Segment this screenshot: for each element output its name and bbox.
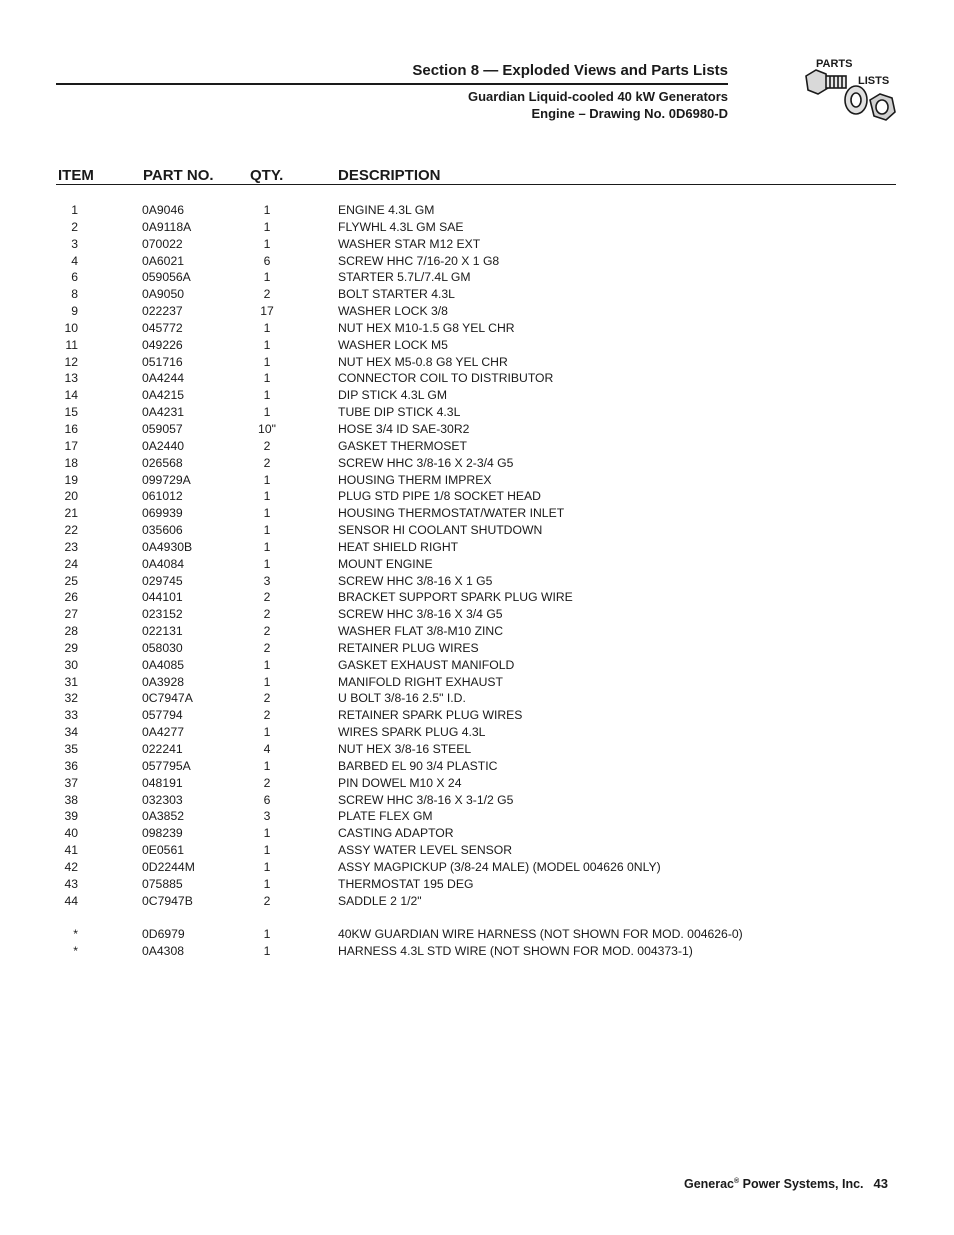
column-header-description: DESCRIPTION	[338, 167, 441, 184]
table-row	[0, 556, 954, 573]
description-cell: RETAINER PLUG WIRES	[338, 640, 479, 655]
item-cell: 30	[64, 657, 78, 672]
item-cell: 1	[71, 203, 78, 217]
quantity-cell: 3	[263, 809, 271, 824]
quantity-cell: 2	[263, 607, 271, 622]
part-number-cell: 0C7947B	[142, 893, 193, 908]
table-row	[0, 808, 954, 825]
part-number-cell: 048191	[142, 775, 183, 790]
item-cell: 37	[64, 775, 78, 790]
description-cell: SCREW HHC 3/8-16 X 3-1/2 G5	[338, 792, 514, 807]
subtitle-line-2: Engine – Drawing No. 0D6980-D	[531, 106, 728, 121]
quantity-cell: 1	[263, 320, 271, 335]
item-cell: 43	[64, 876, 78, 891]
quantity-cell: 1	[263, 843, 271, 858]
quantity-cell: 1	[263, 270, 271, 285]
parts-lists-logo	[800, 54, 900, 134]
quantity-cell: 17	[260, 304, 274, 319]
table-row	[0, 269, 954, 286]
description-cell: TUBE DIP STICK 4.3L	[338, 405, 461, 420]
part-number-cell: 099729A	[142, 472, 191, 487]
description-cell: SADDLE 2 1/2"	[338, 893, 422, 908]
part-number-cell: 075885	[142, 876, 183, 891]
table-row	[0, 337, 954, 354]
table-row	[0, 842, 954, 859]
description-cell: BARBED EL 90 3/4 PLASTIC	[338, 758, 498, 773]
bolt-head-icon	[806, 70, 828, 94]
table-row	[0, 859, 954, 876]
table-row	[0, 370, 954, 387]
table-row	[0, 640, 954, 657]
table-row	[0, 219, 954, 236]
part-number-cell: 0A4215	[142, 388, 185, 403]
table-row	[0, 286, 954, 303]
item-cell: 42	[64, 859, 78, 874]
quantity-cell: 1	[263, 236, 271, 251]
description-cell: BOLT STARTER 4.3L	[338, 287, 455, 302]
item-cell: 22	[64, 523, 78, 538]
part-number-cell: 045772	[142, 320, 183, 335]
part-number-cell: 0A9046	[142, 203, 185, 217]
part-number-cell: 057795A	[142, 758, 191, 773]
item-cell: 31	[64, 674, 78, 689]
item-cell: 2	[71, 219, 78, 234]
note-row	[0, 943, 954, 960]
quantity-cell: 1	[263, 388, 271, 403]
quantity-cell: 2	[263, 624, 271, 639]
item-cell: 29	[64, 640, 78, 655]
description-cell: HOSE 3/4 ID SAE-30R2	[338, 421, 470, 436]
part-number-cell: 0A3928	[142, 674, 185, 689]
quantity-cell: 1	[263, 219, 271, 234]
part-number-cell: 0D6979	[142, 927, 185, 942]
description-cell: PIN DOWEL M10 X 24	[338, 775, 462, 790]
table-row	[0, 758, 954, 775]
description-cell: SCREW HHC 3/8-16 X 2-3/4 G5	[338, 455, 514, 470]
item-cell: 10	[64, 320, 78, 335]
table-row	[0, 522, 954, 539]
part-number-cell: 069939	[142, 506, 183, 521]
description-cell: PLATE FLEX GM	[338, 809, 433, 824]
table-row	[0, 657, 954, 674]
part-number-cell: 051716	[142, 354, 183, 369]
quantity-cell: 1	[263, 405, 271, 420]
quantity-cell: 6	[263, 792, 271, 807]
part-number-cell: 0A4930B	[142, 539, 193, 554]
description-cell: THERMOSTAT 195 DEG	[338, 876, 474, 891]
quantity-cell: 1	[263, 539, 271, 554]
item-cell: 21	[64, 506, 78, 521]
quantity-cell: 1	[263, 506, 271, 521]
bolt-thread-icon	[826, 76, 846, 88]
quantity-cell: 1	[263, 337, 271, 352]
item-cell: 32	[64, 691, 78, 706]
item-cell: 12	[64, 354, 78, 369]
table-row	[0, 606, 954, 623]
description-cell: U BOLT 3/8-16 2.5" I.D.	[338, 691, 466, 706]
description-cell: RETAINER SPARK PLUG WIRES	[338, 708, 523, 723]
column-header-qty: QTY.	[250, 167, 284, 184]
part-number-cell: 070022	[142, 236, 183, 251]
item-cell: 26	[64, 590, 78, 605]
subtitle-line-1: Guardian Liquid-cooled 40 kW Generators	[467, 89, 728, 104]
description-cell: WASHER LOCK M5	[338, 337, 448, 352]
table-row	[0, 472, 954, 489]
part-number-cell: 0A9050	[142, 287, 185, 302]
part-number-cell: 059057	[142, 421, 183, 436]
table-row	[0, 253, 954, 270]
quantity-cell: 1	[263, 523, 271, 538]
quantity-cell: 2	[263, 893, 271, 908]
table-row	[0, 623, 954, 640]
item-cell: 27	[64, 607, 78, 622]
part-number-cell: 0A2440	[142, 438, 185, 453]
quantity-cell: 1	[263, 859, 271, 874]
part-number-cell: 0E0561	[142, 843, 185, 858]
description-cell: NUT HEX M10-1.5 G8 YEL CHR	[338, 320, 515, 335]
table-row	[0, 438, 954, 455]
header-rule	[56, 83, 728, 85]
description-cell: FLYWHL 4.3L GM SAE	[338, 219, 464, 234]
part-number-cell: 0A4084	[142, 556, 185, 571]
part-number-cell: 0A4085	[142, 657, 185, 672]
item-cell: 20	[64, 489, 78, 504]
table-row	[0, 354, 954, 371]
description-cell: WIRES SPARK PLUG 4.3L	[338, 725, 486, 740]
part-number-cell: 026568	[142, 455, 183, 470]
part-number-cell: 0A4277	[142, 725, 185, 740]
description-cell: ASSY WATER LEVEL SENSOR	[338, 843, 513, 858]
table-row	[0, 674, 954, 691]
description-cell: SCREW HHC 3/8-16 X 1 G5	[338, 573, 493, 588]
description-cell: BRACKET SUPPORT SPARK PLUG WIRE	[338, 590, 573, 605]
quantity-cell: 2	[263, 438, 271, 453]
item-cell: 15	[64, 405, 78, 420]
quantity-cell: 1	[263, 472, 271, 487]
part-number-cell: 059056A	[142, 270, 191, 285]
part-number-cell: 0A4308	[142, 944, 185, 959]
description-cell: HOUSING THERMOSTAT/WATER INLET	[338, 506, 565, 521]
item-cell: 39	[64, 809, 78, 824]
description-cell: DIP STICK 4.3L GM	[338, 388, 448, 403]
table-row	[0, 236, 954, 253]
quantity-cell: 1	[263, 371, 271, 386]
quantity-cell: 2	[263, 455, 271, 470]
item-cell: 9	[71, 304, 78, 319]
table-row	[0, 741, 954, 758]
table-row	[0, 724, 954, 741]
part-number-cell: 022241	[142, 742, 183, 756]
item-cell: 16	[64, 421, 78, 436]
item-cell: 38	[64, 792, 78, 807]
item-cell: 14	[64, 388, 78, 403]
description-cell: WASHER STAR M12 EXT	[338, 236, 481, 251]
description-cell: ASSY MAGPICKUP (3/8-24 MALE) (MODEL 004626 0NLY)	[338, 859, 661, 874]
quantity-cell: 1	[263, 725, 271, 740]
part-number-cell: 058030	[142, 640, 183, 655]
quantity-cell: 2	[263, 640, 271, 655]
item-cell: 6	[71, 270, 78, 285]
part-number-cell: 0A3852	[142, 809, 185, 824]
part-number-cell: 098239	[142, 826, 183, 841]
table-row	[0, 893, 954, 910]
column-header-item: ITEM	[58, 167, 94, 184]
part-number-cell: 0A6021	[142, 253, 185, 268]
part-number-cell: 061012	[142, 489, 183, 504]
parts-table	[0, 202, 954, 960]
quantity-cell: 1	[263, 674, 271, 689]
table-row	[0, 387, 954, 404]
description-cell: NUT HEX 3/8-16 STEEL	[338, 742, 472, 756]
quantity-cell: 4	[263, 742, 271, 756]
item-cell: 17	[64, 438, 78, 453]
table-row	[0, 455, 954, 472]
item-cell: 3	[71, 236, 78, 251]
part-number-cell: 035606	[142, 523, 183, 538]
description-cell: HEAT SHIELD RIGHT	[338, 539, 459, 554]
item-cell: 35	[64, 742, 78, 756]
quantity-cell: 2	[263, 287, 271, 302]
description-cell: SENSOR HI COOLANT SHUTDOWN	[338, 523, 543, 538]
item-cell: 34	[64, 725, 78, 740]
part-number-cell: 0A9118A	[142, 219, 192, 234]
quantity-cell: 1	[263, 657, 271, 672]
item-cell: 44	[64, 893, 78, 908]
part-number-cell: 022131	[142, 624, 183, 639]
table-row	[0, 202, 954, 219]
table-row	[0, 488, 954, 505]
quantity-cell: 10"	[258, 421, 276, 436]
table-row	[0, 792, 954, 809]
description-cell: HOUSING THERM IMPREX	[338, 472, 492, 487]
item-cell: 36	[64, 758, 78, 773]
description-cell: WASHER FLAT 3/8-M10 ZINC	[338, 624, 504, 639]
table-row	[0, 505, 954, 522]
table-header-rule	[56, 184, 896, 185]
section-title: Section 8 — Exploded Views and Parts Lists	[412, 62, 728, 79]
description-cell: ENGINE 4.3L GM	[338, 203, 435, 217]
item-cell: 4	[71, 253, 78, 268]
table-row	[0, 573, 954, 590]
quantity-cell: 1	[263, 876, 271, 891]
registered-mark: ®	[734, 1177, 740, 1185]
item-cell: 23	[64, 539, 78, 554]
table-row	[0, 320, 954, 337]
logo-text-parts: PARTS	[816, 58, 853, 70]
item-cell: 40	[64, 826, 78, 841]
quantity-cell: 6	[263, 253, 271, 268]
quantity-cell: 2	[263, 775, 271, 790]
table-row	[0, 303, 954, 320]
description-cell: MANIFOLD RIGHT EXHAUST	[338, 674, 504, 689]
item-cell: 41	[64, 843, 78, 858]
item-cell: *	[73, 944, 78, 959]
item-cell: 19	[64, 472, 78, 487]
part-number-cell: 057794	[142, 708, 183, 723]
quantity-cell: 1	[263, 927, 271, 942]
item-cell: 11	[65, 337, 78, 352]
page-number: 43	[873, 1176, 888, 1191]
description-cell: NUT HEX M5-0.8 G8 YEL CHR	[338, 354, 508, 369]
description-cell: SCREW HHC 3/8-16 X 3/4 G5	[338, 607, 503, 622]
part-number-cell: 0D2244M	[142, 859, 195, 874]
row-spacer	[0, 909, 954, 926]
table-row	[0, 825, 954, 842]
quantity-cell: 1	[263, 354, 271, 369]
description-cell: MOUNT ENGINE	[338, 556, 433, 571]
quantity-cell: 2	[263, 691, 271, 706]
description-cell: 40KW GUARDIAN WIRE HARNESS (NOT SHOWN FOR MOD. 004626-0)	[338, 927, 743, 942]
description-cell: GASKET THERMOSET	[338, 438, 467, 453]
part-number-cell: 029745	[142, 573, 183, 588]
quantity-cell: 1	[263, 556, 271, 571]
part-number-cell: 044101	[142, 590, 183, 605]
part-number-cell: 0A4244	[142, 371, 185, 386]
item-cell: 33	[64, 708, 78, 723]
footer-company: Generac	[683, 1177, 734, 1191]
part-number-cell: 023152	[142, 607, 183, 622]
description-cell: SCREW HHC 7/16-20 X 1 G8	[338, 253, 500, 268]
part-number-cell: 049226	[142, 337, 183, 352]
quantity-cell: 1	[263, 758, 271, 773]
column-header-part-no: PART NO.	[143, 167, 214, 184]
description-cell: HARNESS 4.3L STD WIRE (NOT SHOWN FOR MOD. 004373-1)	[338, 944, 693, 959]
item-cell: 24	[64, 556, 78, 571]
quantity-cell: 3	[263, 573, 271, 588]
item-cell: 18	[64, 455, 78, 470]
logo-text-lists: LISTS	[858, 75, 890, 87]
quantity-cell: 1	[263, 826, 271, 841]
part-number-cell: 032303	[142, 792, 183, 807]
description-cell: PLUG STD PIPE 1/8 SOCKET HEAD	[338, 489, 541, 504]
item-cell: *	[73, 927, 78, 942]
quantity-cell: 2	[263, 708, 271, 723]
note-row	[0, 926, 954, 943]
description-cell: CASTING ADAPTOR	[338, 826, 454, 841]
quantity-cell: 1	[263, 944, 271, 959]
table-row	[0, 421, 954, 438]
table-row	[0, 775, 954, 792]
item-cell: 13	[64, 371, 78, 386]
item-cell: 25	[64, 573, 78, 588]
description-cell: GASKET EXHAUST MANIFOLD	[338, 657, 515, 672]
table-row	[0, 876, 954, 893]
page-footer	[684, 1176, 888, 1191]
part-number-cell: 022237	[142, 304, 183, 319]
quantity-cell: 1	[263, 489, 271, 504]
table-row	[0, 404, 954, 421]
description-cell: WASHER LOCK 3/8	[338, 304, 448, 319]
item-cell: 28	[64, 624, 78, 639]
part-number-cell: 0A4231	[142, 405, 185, 420]
part-number-cell: 0C7947A	[142, 691, 193, 706]
quantity-cell: 2	[263, 590, 271, 605]
table-row	[0, 707, 954, 724]
quantity-cell: 1	[263, 203, 271, 217]
document-subtitle	[468, 88, 728, 122]
table-row	[0, 690, 954, 707]
description-cell: STARTER 5.7L/7.4L GM	[338, 270, 471, 285]
table-row	[0, 589, 954, 606]
footer-company-rest: Power Systems, Inc.	[739, 1177, 864, 1191]
item-cell: 8	[71, 287, 78, 302]
table-row	[0, 539, 954, 556]
description-cell: CONNECTOR COIL TO DISTRIBUTOR	[338, 371, 554, 386]
